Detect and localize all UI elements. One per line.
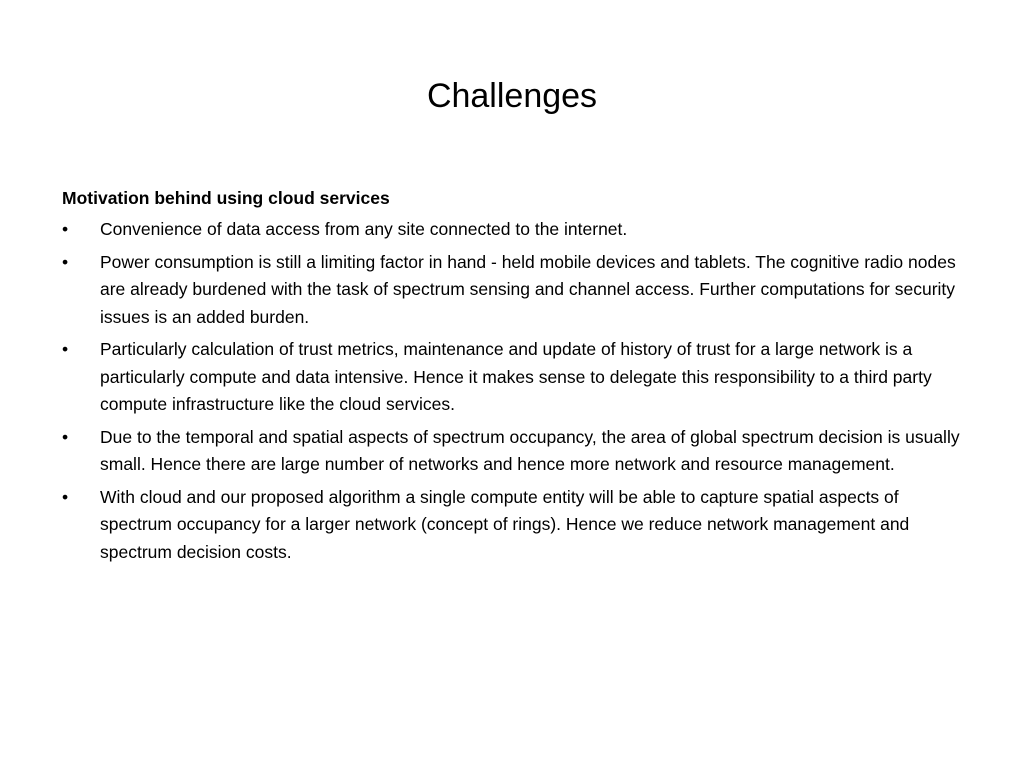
bullet-text: Power consumption is still a limiting factor in hand - held mobile devices and tablets. The cognitive radio nodes are already burdened with the task of spectrum sensing and channel access. Further computations for security issues is an added burden. xyxy=(100,251,956,327)
bullet-item xyxy=(62,249,972,332)
bullet-text: Convenience of data access from any site connected to the internet. xyxy=(100,219,628,239)
bullet-text: With cloud and our proposed algorithm a single compute entity will be able to capture spatial aspects of spectrum occupancy for a larger network (concept of rings). Hence we reduce network management and spectrum decision costs. xyxy=(100,486,910,562)
slide-title: Challenges xyxy=(426,77,598,115)
bullet-text: Particularly calculation of trust metrics, maintenance and update of history of trust for a large network is a particularly compute and data intensive. Hence it makes sense to delegate this responsibility to a third party compute infrastructure like the cloud services. xyxy=(100,339,932,414)
bullet-point-icon: • xyxy=(62,486,69,507)
bullet-item xyxy=(62,336,972,419)
bullet-point-icon: • xyxy=(62,339,69,359)
slide-content xyxy=(62,184,972,571)
bullet-text: Due to the temporal and spatial aspects of spectrum occupancy, the area of global spectrum decision is usually small. Hence there are large number of networks and hence more network and resource management. xyxy=(100,426,960,474)
bullet-list xyxy=(62,216,972,566)
bullet-item xyxy=(62,424,972,479)
bullet-item xyxy=(62,484,972,567)
bullet-point-icon: • xyxy=(62,251,69,272)
section-subheading: Motivation behind using cloud services xyxy=(62,188,390,208)
bullet-point-icon: • xyxy=(62,426,69,447)
bullet-item xyxy=(62,216,972,244)
bullet-point-icon: • xyxy=(62,219,69,239)
